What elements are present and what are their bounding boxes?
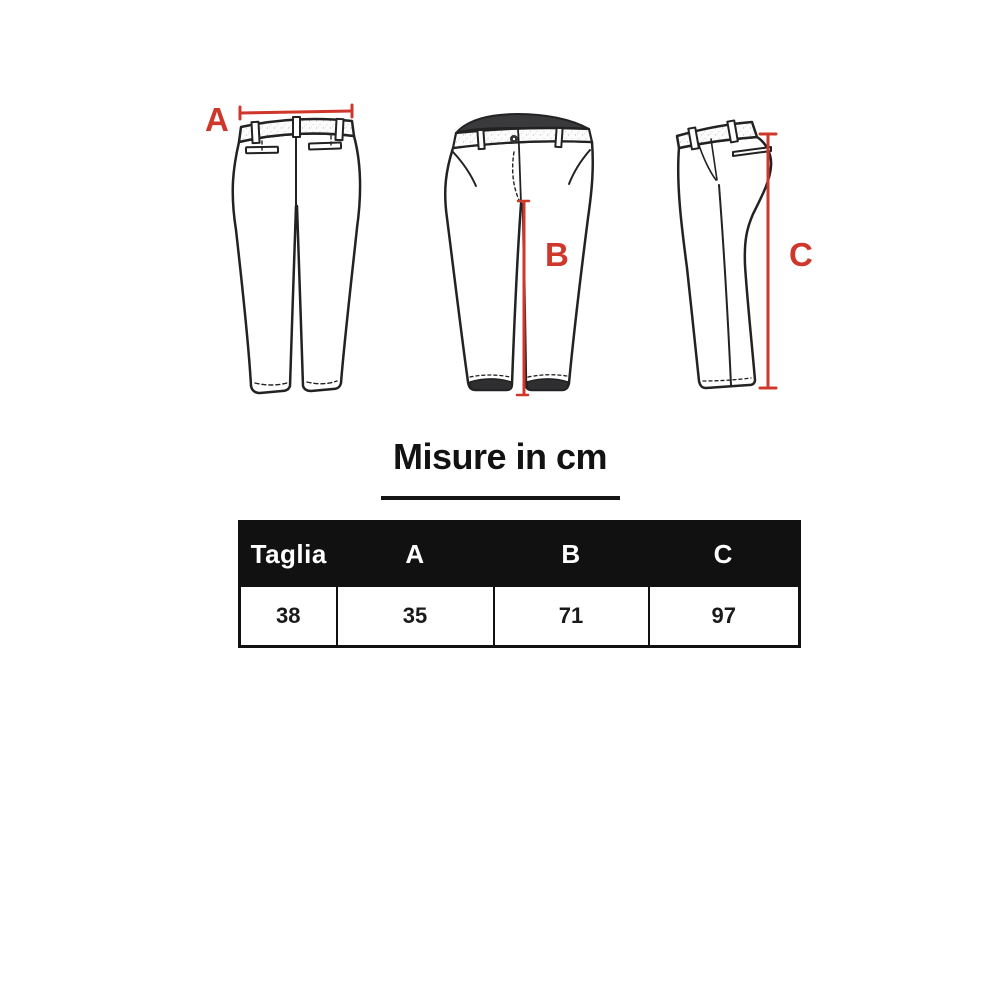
pants-measurement-diagram (0, 0, 1000, 430)
size-table-row-38 (240, 586, 800, 647)
pants-front-view-drawing (445, 114, 593, 390)
size-table-header-row (240, 522, 800, 587)
cell-c: 97 (649, 586, 800, 647)
header-c: C (649, 522, 800, 587)
title-underline (381, 496, 620, 500)
pants-side-view-drawing (677, 120, 771, 388)
header-taglia: Taglia (240, 522, 337, 587)
header-b: B (494, 522, 649, 587)
front-button-hole (513, 138, 515, 140)
cell-taglia: 38 (240, 586, 337, 647)
page-title: Misure in cm (392, 436, 608, 477)
pants-back-view-drawing (233, 117, 360, 393)
header-a: A (337, 522, 494, 587)
measure-label-b: B (545, 236, 569, 273)
measure-label-a: A (205, 101, 229, 138)
size-table (238, 520, 801, 648)
front-right-hem-opening (527, 379, 568, 390)
measure-label-c: C (789, 236, 813, 273)
front-left-hem-opening (470, 379, 512, 390)
cell-a: 35 (337, 586, 494, 647)
cell-b: 71 (494, 586, 649, 647)
